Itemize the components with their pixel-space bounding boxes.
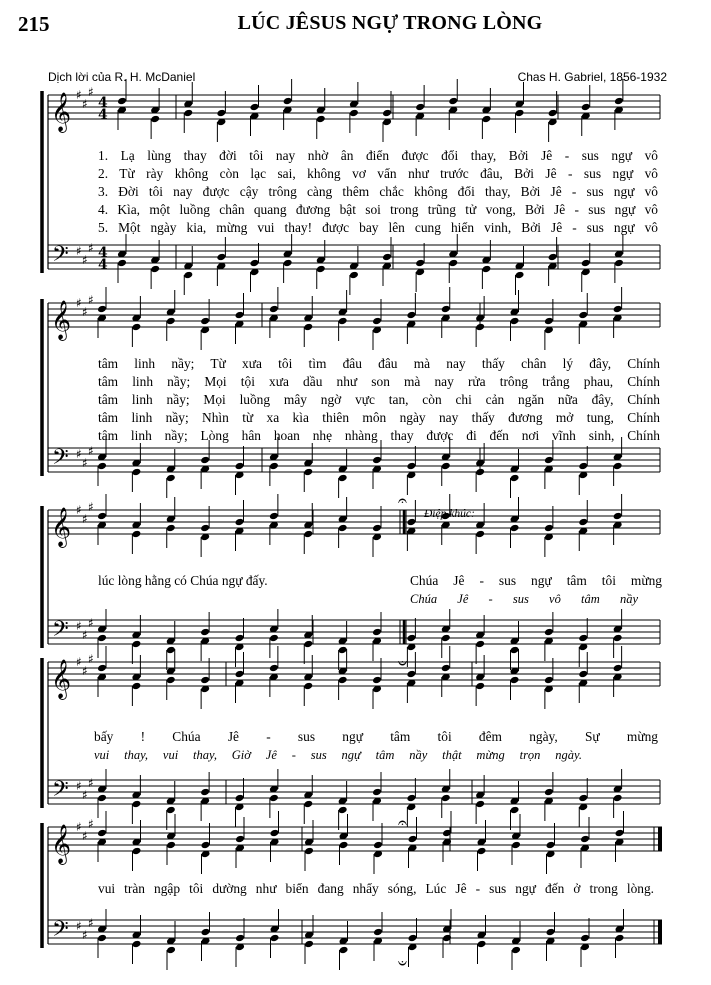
- final-barline: [658, 827, 662, 851]
- note-head: [372, 628, 382, 637]
- note-head: [477, 847, 487, 856]
- note-head: [406, 670, 416, 679]
- note-head: [132, 940, 142, 949]
- fermata-icon: 𝄐: [398, 813, 407, 832]
- note-head: [338, 524, 348, 533]
- note-head: [613, 305, 623, 314]
- note-head: [183, 109, 193, 118]
- note-head: [510, 646, 520, 655]
- note-head: [304, 940, 314, 949]
- note-head: [200, 628, 210, 637]
- sharp-icon: ♯: [88, 444, 94, 458]
- note-head: [441, 664, 451, 673]
- note-head: [578, 670, 588, 679]
- bass-clef-icon: 𝄢: [52, 445, 69, 475]
- bass-clef-icon: 𝄢: [52, 242, 69, 272]
- note-head: [372, 456, 382, 465]
- verse-5-line-2: tâm linh nầy; Lòng hân hoan nhẹ nhàng thay được đi đến nơi vĩnh sinh, Chính: [98, 428, 660, 443]
- verse-4-line-1: 4. Kìa, một luồng chân quang đương bật soi trong trũng tử vong, Bởi Jê - sus ngự vô: [98, 202, 658, 217]
- note-head: [166, 676, 176, 685]
- note-head: [200, 788, 210, 797]
- note-head: [338, 676, 348, 685]
- note-head: [415, 259, 425, 268]
- note-head: [200, 317, 210, 326]
- note-head: [283, 97, 293, 106]
- note-head: [406, 311, 416, 320]
- note-head: [201, 841, 211, 850]
- note-head: [117, 97, 127, 106]
- bass-clef-icon: 𝄢: [52, 917, 69, 947]
- note-head: [303, 323, 313, 332]
- note-head: [408, 835, 418, 844]
- note-head: [544, 788, 554, 797]
- note-head: [216, 253, 226, 262]
- note-head: [475, 530, 485, 539]
- bass-clef-icon: 𝄢: [52, 777, 69, 807]
- sharp-icon: ♯: [76, 919, 82, 933]
- note-head: [349, 271, 359, 280]
- note-head: [235, 835, 245, 844]
- note-head: [150, 115, 160, 124]
- note-head: [406, 634, 416, 643]
- note-head: [283, 259, 293, 268]
- treble-clef-icon: 𝄞: [51, 824, 72, 864]
- note-head: [235, 634, 245, 643]
- note-head: [475, 682, 485, 691]
- note-head: [201, 928, 211, 937]
- note-head: [166, 474, 176, 483]
- note-head: [166, 317, 176, 326]
- note-head: [373, 841, 383, 850]
- note-head: [200, 524, 210, 533]
- verse-2-line-1: 2. Từ rày không còn lạc sai, không vơ vẩn như trước đâu, Bởi Jê - sus ngự vô: [98, 166, 658, 181]
- note-head: [580, 934, 590, 943]
- note-head: [235, 934, 245, 943]
- note-head: [97, 664, 107, 673]
- sharp-icon: ♯: [88, 293, 94, 307]
- note-head: [546, 841, 556, 850]
- note-head: [131, 323, 141, 332]
- fermata-icon: 𝄐: [398, 491, 407, 510]
- chorus-label: Điệp khúc:: [424, 508, 475, 520]
- note-head: [578, 462, 588, 471]
- chorus-line-2: bấy ! Chúa Jê - sus ngự tâm tôi đêm ngày, Sự mừng: [94, 729, 658, 744]
- fermata-icon: 𝄑: [398, 653, 407, 672]
- composer-credit: Chas H. Gabriel, 1856-1932: [517, 70, 667, 84]
- note-head: [269, 634, 279, 643]
- note-head: [441, 305, 451, 314]
- note-head: [415, 103, 425, 112]
- note-head: [338, 806, 348, 815]
- note-head: [97, 829, 107, 838]
- note-head: [303, 800, 313, 809]
- note-head: [448, 97, 458, 106]
- note-head: [481, 115, 491, 124]
- note-head: [544, 317, 554, 326]
- note-head: [166, 946, 176, 955]
- note-head: [406, 462, 416, 471]
- note-head: [269, 305, 279, 314]
- note-head: [481, 265, 491, 274]
- translator-credit: Dịch lời của R. H. McDaniel: [48, 70, 196, 84]
- sharp-icon: ♯: [76, 244, 82, 258]
- sharp-icon: ♯: [76, 447, 82, 461]
- note-head: [339, 841, 349, 850]
- note-head: [448, 259, 458, 268]
- note-head: [235, 311, 245, 320]
- sharp-icon: ♯: [88, 616, 94, 630]
- note-head: [578, 518, 588, 527]
- note-head: [250, 259, 260, 268]
- note-head: [511, 841, 521, 850]
- time-signature: 4: [98, 107, 108, 123]
- sharp-icon: ♯: [82, 305, 88, 319]
- note-head: [578, 634, 588, 643]
- verse-1-line-2: tâm linh nầy; Từ xưa tôi tìm đâu đâu mà nay thấy chân lý đây, Chính: [98, 356, 660, 371]
- note-head: [510, 524, 520, 533]
- sharp-icon: ♯: [82, 788, 88, 802]
- note-head: [150, 265, 160, 274]
- note-head: [216, 109, 226, 118]
- note-head: [97, 634, 107, 643]
- note-head: [303, 682, 313, 691]
- sharp-icon: ♯: [82, 456, 88, 470]
- note-head: [117, 259, 127, 268]
- time-signature: 4: [98, 257, 108, 273]
- verse-3-line-1: 3. Đời tôi nay được cậy trông càng thêm chắc không đổi thay, Bởi Jê - sus ngự vô: [98, 184, 658, 199]
- note-head: [250, 103, 260, 112]
- note-head: [132, 847, 142, 856]
- note-head: [510, 317, 520, 326]
- sharp-icon: ♯: [88, 817, 94, 831]
- sharp-icon: ♯: [88, 916, 94, 930]
- sharp-icon: ♯: [88, 241, 94, 255]
- chorus-line-1: Chúa Jê - sus ngự tâm tôi mừng: [410, 573, 662, 588]
- final-barline: [658, 920, 662, 944]
- note-head: [97, 934, 107, 943]
- note-head: [515, 109, 525, 118]
- sharp-icon: ♯: [82, 97, 88, 111]
- note-head: [613, 462, 623, 471]
- note-head: [475, 640, 485, 649]
- sharp-icon: ♯: [88, 85, 94, 99]
- note-head: [515, 271, 525, 280]
- note-head: [235, 462, 245, 471]
- note-head: [578, 794, 588, 803]
- hymn-number: 215: [18, 12, 50, 36]
- note-head: [235, 518, 245, 527]
- note-head: [544, 456, 554, 465]
- note-head: [510, 676, 520, 685]
- sharp-icon: ♯: [76, 820, 82, 834]
- note-head: [131, 640, 141, 649]
- note-head: [373, 928, 383, 937]
- note-head: [441, 794, 451, 803]
- treble-clef-icon: 𝄞: [51, 659, 72, 699]
- note-head: [372, 788, 382, 797]
- note-head: [614, 259, 624, 268]
- sharp-icon: ♯: [76, 296, 82, 310]
- note-head: [349, 109, 359, 118]
- note-head: [475, 323, 485, 332]
- note-head: [338, 474, 348, 483]
- note-head: [166, 524, 176, 533]
- note-head: [303, 468, 313, 477]
- note-head: [269, 794, 279, 803]
- sharp-icon: ♯: [76, 619, 82, 633]
- note-head: [581, 259, 591, 268]
- note-head: [97, 794, 107, 803]
- note-head: [544, 628, 554, 637]
- sharp-icon: ♯: [82, 829, 88, 843]
- note-head: [614, 97, 624, 106]
- note-head: [269, 512, 279, 521]
- note-head: [406, 794, 416, 803]
- chorus-bass-echo-1: Chúa Jê - sus vô tâm nầy: [410, 592, 638, 606]
- note-head: [544, 676, 554, 685]
- note-head: [475, 800, 485, 809]
- sharp-icon: ♯: [76, 655, 82, 669]
- note-head: [304, 847, 314, 856]
- sharp-icon: ♯: [82, 253, 88, 267]
- sharp-icon: ♯: [76, 779, 82, 793]
- treble-clef-icon: 𝄞: [51, 92, 72, 132]
- note-head: [166, 646, 176, 655]
- note-head: [131, 468, 141, 477]
- note-head: [338, 646, 348, 655]
- time-signature: 4: [98, 95, 108, 111]
- note-head: [338, 317, 348, 326]
- note-head: [615, 829, 625, 838]
- verse-ending: lúc lòng hằng có Chúa ngự đấy.: [98, 573, 268, 588]
- sharp-icon: ♯: [82, 664, 88, 678]
- note-head: [372, 524, 382, 533]
- fermata-icon: 𝄑: [398, 953, 407, 972]
- chorus-bass-echo-2: vui thay, vui thay, Giờ Jê - sus ngự tâm nầy thật mừng trọn ngày.: [94, 748, 582, 762]
- note-head: [270, 829, 280, 838]
- note-head: [548, 109, 558, 118]
- note-head: [270, 934, 280, 943]
- note-head: [613, 512, 623, 521]
- note-head: [303, 530, 313, 539]
- sharp-icon: ♯: [76, 503, 82, 517]
- verse-3-line-2: tâm linh nầy; Mọi luồng mây ngờ vực tan, còn chi cản ngăn nữa đây, Chính: [98, 392, 660, 407]
- note-head: [408, 934, 418, 943]
- sharp-icon: ♯: [82, 628, 88, 642]
- note-head: [477, 940, 487, 949]
- note-head: [382, 109, 392, 118]
- note-head: [269, 664, 279, 673]
- note-head: [316, 265, 326, 274]
- note-head: [303, 640, 313, 649]
- note-head: [613, 634, 623, 643]
- note-head: [131, 682, 141, 691]
- note-head: [578, 311, 588, 320]
- sharp-icon: ♯: [82, 928, 88, 942]
- note-head: [613, 794, 623, 803]
- note-head: [269, 462, 279, 471]
- note-head: [544, 524, 554, 533]
- note-head: [406, 518, 416, 527]
- note-head: [316, 115, 326, 124]
- note-head: [235, 670, 245, 679]
- note-head: [131, 530, 141, 539]
- note-head: [235, 794, 245, 803]
- treble-clef-icon: 𝄞: [51, 300, 72, 340]
- note-head: [166, 806, 176, 815]
- note-head: [183, 271, 193, 280]
- sharp-icon: ♯: [82, 512, 88, 526]
- note-head: [615, 934, 625, 943]
- note-head: [372, 317, 382, 326]
- note-head: [510, 806, 520, 815]
- note-head: [511, 946, 521, 955]
- note-head: [382, 253, 392, 262]
- note-head: [166, 841, 176, 850]
- note-head: [97, 305, 107, 314]
- verse-4-line-2: tâm linh nầy; Nhìn từ xa kìa thiên môn ngày nay thấy đương mở tung, Chính: [98, 410, 660, 425]
- note-head: [613, 664, 623, 673]
- note-head: [548, 253, 558, 262]
- sharp-icon: ♯: [88, 776, 94, 790]
- bass-clef-icon: 𝄢: [52, 617, 69, 647]
- sharp-icon: ♯: [88, 652, 94, 666]
- note-head: [97, 462, 107, 471]
- chorus-line-3: vui tràn ngập tôi dường như biển đang nhẩy sóng, Lúc Jê - sus ngự đến ở trong lòng.: [98, 881, 654, 896]
- note-head: [475, 468, 485, 477]
- sharp-icon: ♯: [88, 500, 94, 514]
- verse-1-line-1: 1. Lạ lùng thay đời tôi nay nhờ ân điển được đổi thay, Bởi Jê - sus ngự vô: [98, 148, 658, 163]
- time-signature: 4: [98, 245, 108, 261]
- verse-2-line-2: tâm linh nầy; Mọi tội xưa dầu như son mà nay rửa trông trắng phau, Chính: [98, 374, 660, 389]
- note-head: [581, 103, 591, 112]
- note-head: [200, 676, 210, 685]
- note-head: [131, 800, 141, 809]
- note-head: [510, 474, 520, 483]
- verse-5-line-1: 5. Một ngày kia, mừng vui thay! được bay lên cung hiển vinh, Bởi Jê - sus ngự vô: [98, 220, 658, 235]
- note-head: [339, 946, 349, 955]
- note-head: [441, 462, 451, 471]
- note-head: [97, 512, 107, 521]
- note-head: [441, 634, 451, 643]
- hymn-title: LÚC JÊSUS NGỰ TRONG LÒNG: [237, 12, 543, 34]
- note-head: [372, 676, 382, 685]
- note-head: [580, 835, 590, 844]
- treble-clef-icon: 𝄞: [51, 507, 72, 547]
- sharp-icon: ♯: [76, 88, 82, 102]
- note-head: [546, 928, 556, 937]
- note-head: [200, 456, 210, 465]
